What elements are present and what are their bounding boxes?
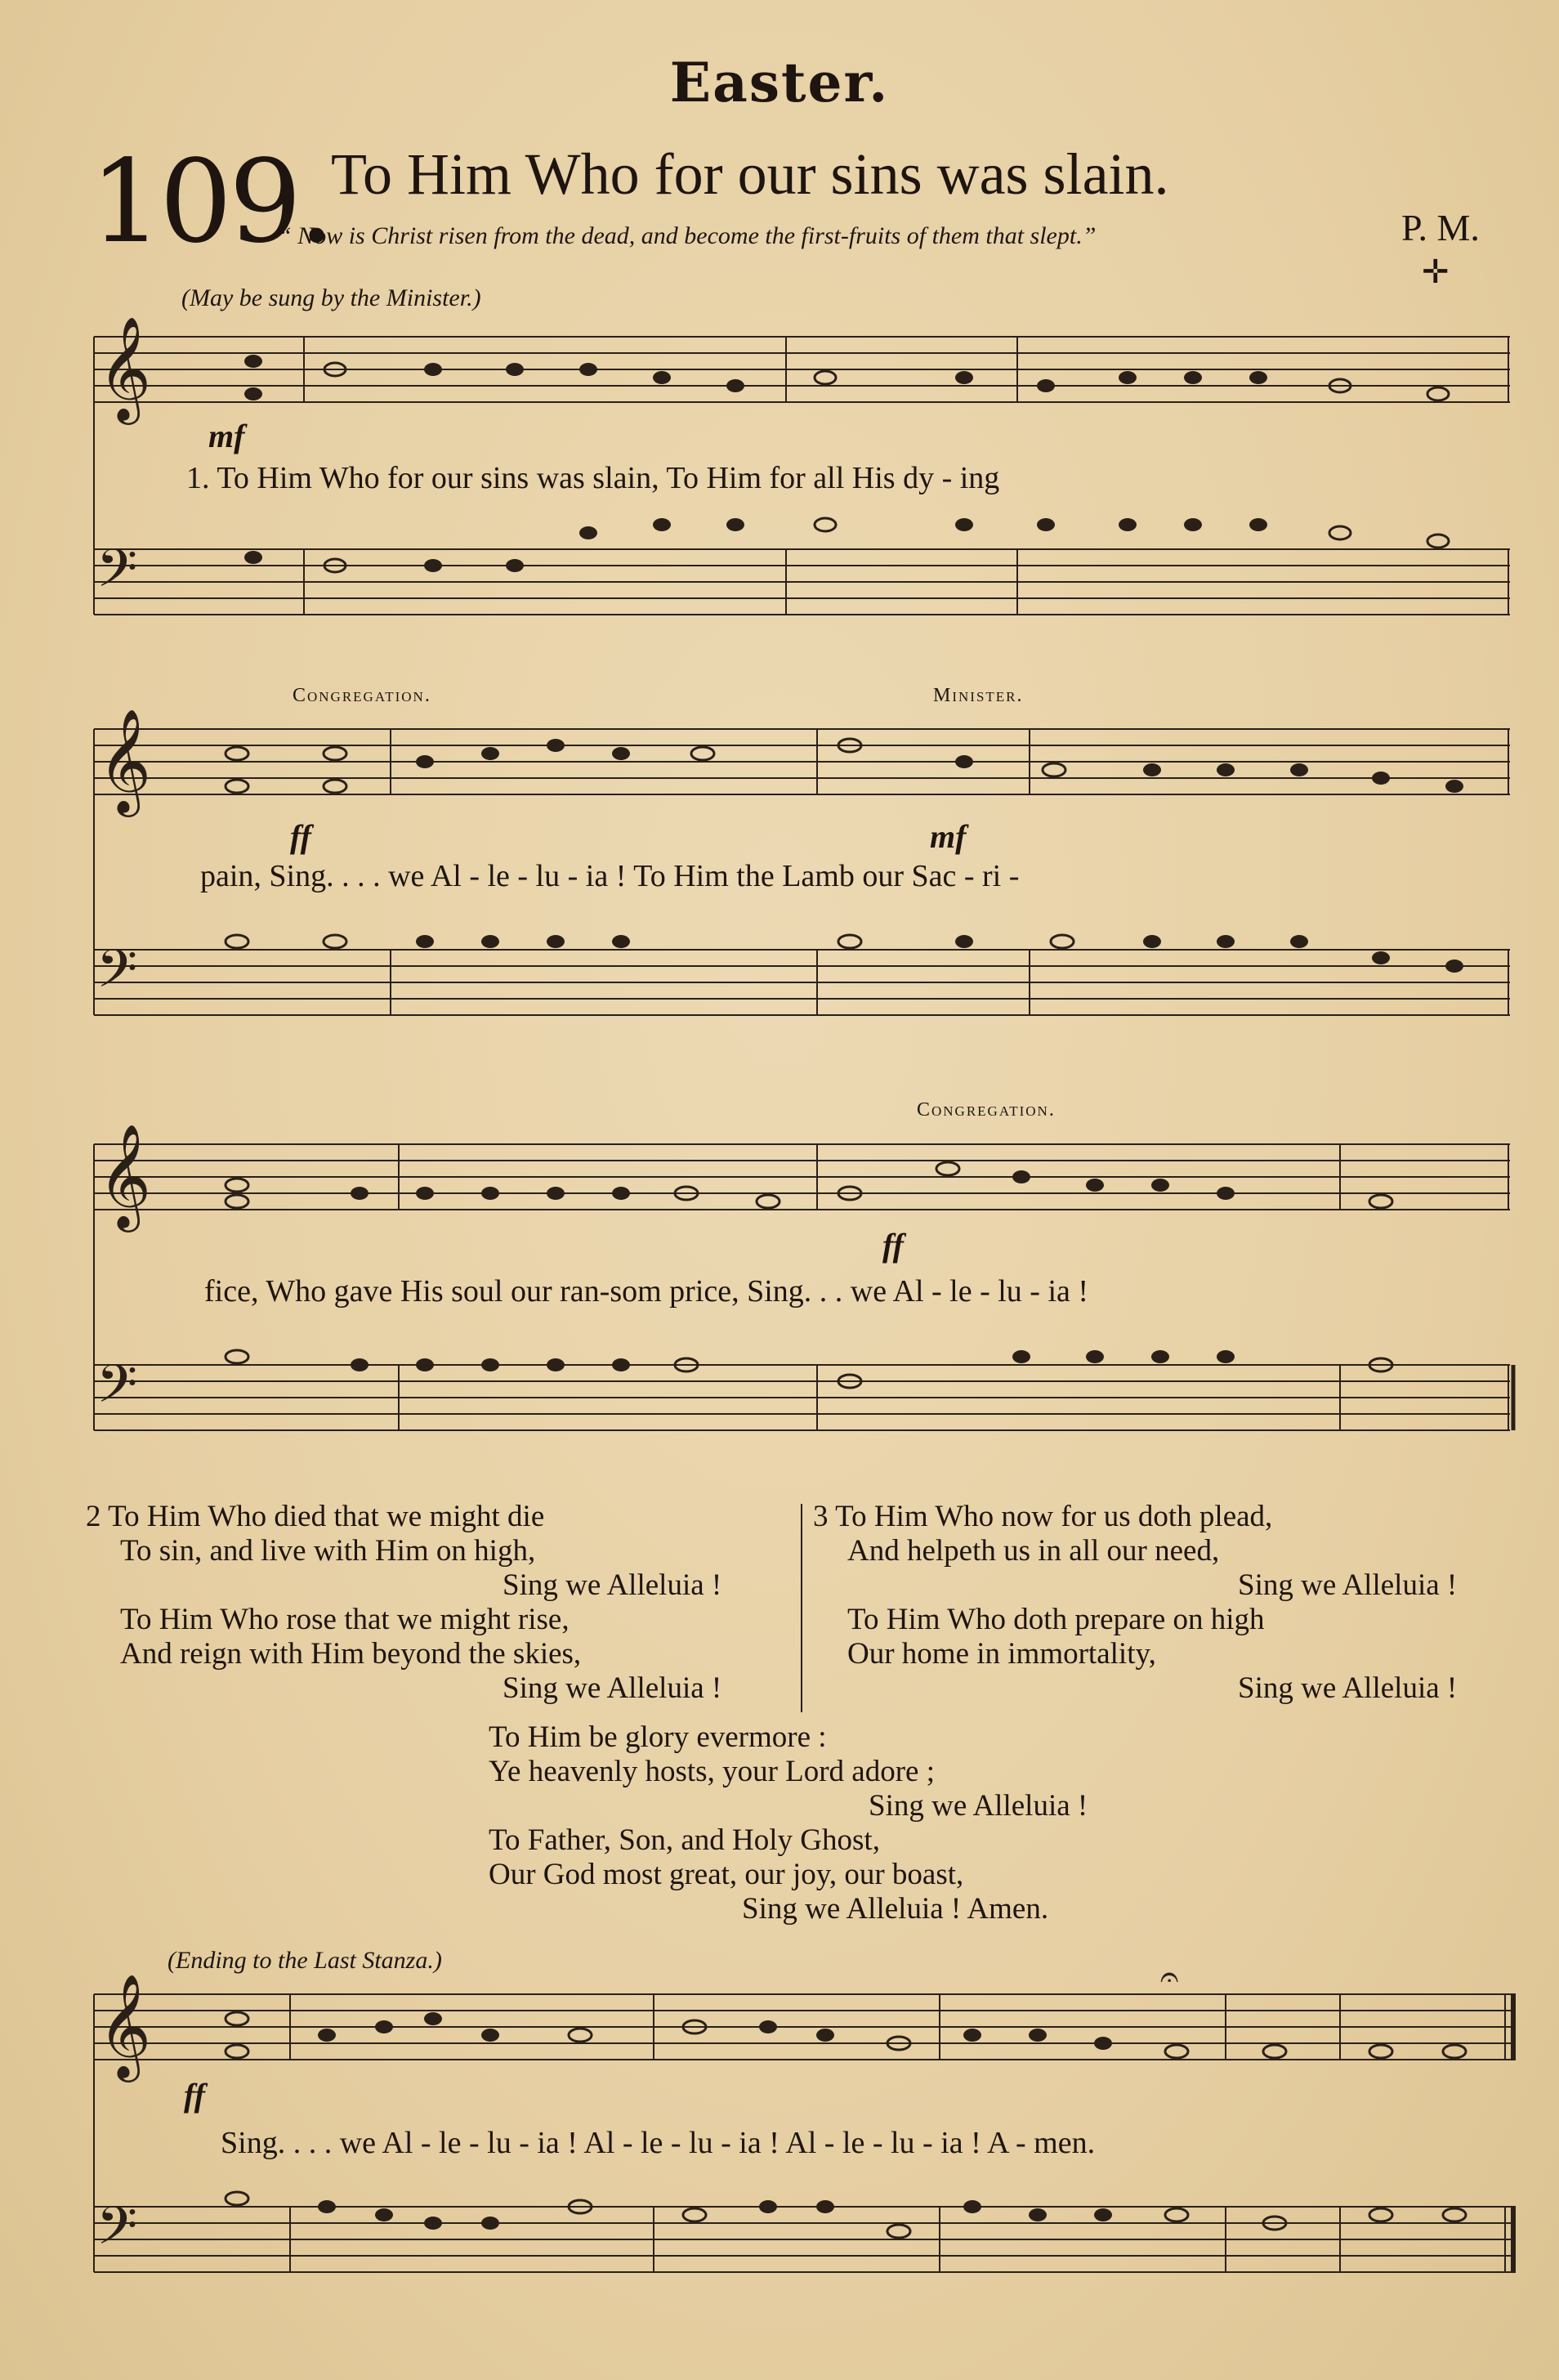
cross-icon: ✛ <box>1422 253 1450 291</box>
svg-text:𝄞: 𝄞 <box>98 1973 152 2078</box>
dynamic-ff-1: ff <box>290 818 311 855</box>
dynamic-mf-1: mf <box>208 418 245 454</box>
verse-4-line: Our God most great, our joy, our boast, <box>489 1858 964 1891</box>
meter-label: P. M. <box>1401 207 1480 248</box>
hymn-title: To Him Who for our sins was slain. <box>331 141 1169 207</box>
verse-2-line: To Him Who rose that we might rise, <box>120 1603 570 1636</box>
svg-text:𝄢: 𝄢 <box>96 2196 138 2270</box>
svg-text:𝄢: 𝄢 <box>96 1354 138 1428</box>
congregation-label-2: Congregation. <box>917 1099 1056 1121</box>
verse-3-line: To Him Who doth prepare on high <box>847 1603 1265 1636</box>
verse-2-line: And reign with Him beyond the skies, <box>120 1637 582 1671</box>
verse-2-line: To sin, and live with Him on high, <box>120 1534 536 1568</box>
congregation-label: Congregation. <box>293 685 431 706</box>
bass-clef-icon: 𝄢 <box>96 539 138 612</box>
verse-4-line: To Him be glory evermore : <box>489 1720 827 1754</box>
lyrics-line-2: pain, Sing. . . . we Al - le - lu - ia ! To Him the Lamb our Sac - ri - <box>200 859 1020 893</box>
treble-clef-icon: 𝄞 <box>98 315 152 420</box>
minister-note: (May be sung by the Minister.) <box>181 284 481 311</box>
lyrics-ending: Sing. . . . we Al - le - lu - ia ! Al - le - lu - ia ! Al - le - lu - ia ! A - men. <box>221 2126 1096 2160</box>
verse-2-line: 2 To Him Who died that we might die <box>86 1500 545 1533</box>
ending-note: (Ending to the Last Stanza.) <box>168 1947 442 1974</box>
dynamic-mf-2: mf <box>930 818 967 855</box>
verse-4-line: To Father, Son, and Holy Ghost, <box>489 1823 880 1857</box>
fermata-icon: 𝄐 <box>1160 1958 1179 1996</box>
minister-label: Minister. <box>933 685 1024 706</box>
lyrics-line-1: 1. To Him Who for our sins was slain, To Him for all His dy - ing <box>186 461 1000 495</box>
verse-4-line: Sing we Alleluia ! <box>869 1789 1088 1823</box>
verse-3-line: And helpeth us in all our need, <box>847 1534 1220 1568</box>
season-heading: Easter. <box>669 51 890 114</box>
lyrics-line-3: fice, Who gave His soul our ran-som price, Sing. . . we Al - le - lu - ia ! <box>204 1274 1089 1309</box>
treble-staff <box>94 337 1510 402</box>
verse-2-line: Sing we Alleluia ! <box>503 1568 722 1602</box>
verse-2-line: Sing we Alleluia ! <box>503 1671 722 1705</box>
svg-text:𝄢: 𝄢 <box>96 939 138 1013</box>
dynamic-ff-3: ff <box>184 2077 205 2114</box>
verse-3-line: Our home in immortality, <box>847 1637 1156 1671</box>
verse-3-line: Sing we Alleluia ! <box>1238 1671 1458 1705</box>
verse-4 <box>489 1720 1224 1926</box>
verse-3-line: 3 To Him Who now for us doth plead, <box>813 1500 1273 1533</box>
svg-text:𝄞: 𝄞 <box>98 708 152 812</box>
verse-3-line: Sing we Alleluia ! <box>1238 1568 1458 1602</box>
verse-4-line: Sing we Alleluia ! Amen. <box>742 1892 1049 1926</box>
svg-text:𝄞: 𝄞 <box>98 1123 152 1228</box>
dynamic-ff-2: ff <box>882 1227 904 1264</box>
hymn-number: 109. <box>90 136 332 269</box>
bass-staff <box>94 549 1510 615</box>
verse-2 <box>86 1500 788 1706</box>
verse-divider <box>801 1504 802 1712</box>
verse-4-line: Ye heavenly hosts, your Lord adore ; <box>489 1755 936 1788</box>
verse-3 <box>813 1500 1532 1706</box>
scripture-quote: “ Now is Christ risen from the dead, and become the first-fruits of them that slept.” <box>278 222 1097 249</box>
